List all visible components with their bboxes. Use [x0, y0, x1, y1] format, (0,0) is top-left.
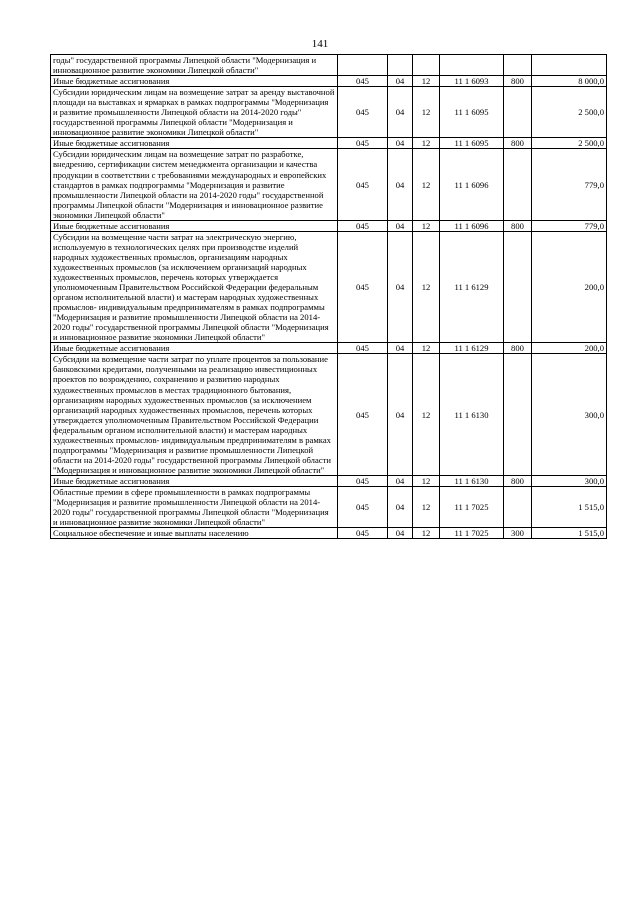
cell-subsection	[413, 55, 440, 76]
cell-description: Субсидии юридическим лицам на возмещение затрат за аренду выставочной площади на выставках и ярмарках в рамках подпрограммы "Модернизация и развитие промышленности Липецкой области на 2014-2020 годы" государственной программы Липецкой области "Модернизация и инновационное развитие экономики Липецкой области"	[51, 87, 338, 138]
table-row	[51, 220, 607, 231]
cell-expense-type: 800	[504, 138, 532, 149]
table-row	[51, 528, 607, 539]
cell-amount: 300,0	[532, 354, 607, 476]
cell-target-item: 11 1 6129	[440, 343, 504, 354]
cell-amount: 300,0	[532, 475, 607, 486]
cell-amount: 200,0	[532, 343, 607, 354]
table-row	[51, 354, 607, 476]
cell-target-item: 11 1 6095	[440, 138, 504, 149]
cell-description: Субсидии на возмещение части затрат по уплате процентов за пользование банковскими кредитами, полученными на реализацию инвестиционных проектов по возрождению, сохранению и развитию народных художественных промыслов в местах традиционного бытования, организациям народных художественных промыслов (за исключением организаций народных художественных промыслов, перечень которых утверждается уполномоченным Правительством Российской Федерации федеральным органом исполнительной власти) и мастерам народных художественных промыслов- индивидуальным предпринимателям в рамках подпрограммы "Модернизация и развитие промышленности Липецкой области на 2014-2020 годы" государственной программы Липецкой области "Модернизация и инновационное развитие экономики Липецкой области"	[51, 354, 338, 476]
cell-section: 04	[388, 220, 413, 231]
cell-admin-code	[338, 55, 388, 76]
table-row	[51, 149, 607, 220]
cell-subsection: 12	[413, 231, 440, 343]
cell-expense-type: 800	[504, 343, 532, 354]
cell-expense-type	[504, 486, 532, 527]
cell-section: 04	[388, 528, 413, 539]
cell-description: Иные бюджетные ассигнования	[51, 138, 338, 149]
cell-section: 04	[388, 149, 413, 220]
cell-target-item: 11 1 6130	[440, 475, 504, 486]
table-row	[51, 55, 607, 76]
cell-amount: 779,0	[532, 149, 607, 220]
table-row	[51, 138, 607, 149]
cell-target-item: 11 1 7025	[440, 486, 504, 527]
budget-table-body	[51, 55, 607, 539]
cell-description: Иные бюджетные ассигнования	[51, 475, 338, 486]
cell-admin-code: 045	[338, 354, 388, 476]
cell-description: Областные премии в сфере промышленности в рамках подпрограммы "Модернизация и развитие промышленности Липецкой области на 2014-2020 годы" государственной программы Липецкой области "Модернизация и инновационное развитие экономики Липецкой области"	[51, 486, 338, 527]
cell-subsection: 12	[413, 138, 440, 149]
cell-subsection: 12	[413, 343, 440, 354]
table-row	[51, 76, 607, 87]
cell-section: 04	[388, 354, 413, 476]
cell-subsection: 12	[413, 486, 440, 527]
cell-admin-code: 045	[338, 486, 388, 527]
cell-target-item: 11 1 6095	[440, 87, 504, 138]
cell-description: Иные бюджетные ассигнования	[51, 343, 338, 354]
cell-expense-type: 800	[504, 220, 532, 231]
table-row	[51, 87, 607, 138]
cell-admin-code: 045	[338, 149, 388, 220]
cell-target-item: 11 1 7025	[440, 528, 504, 539]
cell-expense-type: 800	[504, 475, 532, 486]
cell-subsection: 12	[413, 76, 440, 87]
cell-amount: 2 500,0	[532, 138, 607, 149]
cell-section: 04	[388, 486, 413, 527]
cell-target-item: 11 1 6096	[440, 149, 504, 220]
budget-table	[50, 54, 607, 539]
cell-description: годы" государственной программы Липецкой области "Модернизация и инновационное развитие экономики Липецкой области"	[51, 55, 338, 76]
cell-expense-type: 300	[504, 528, 532, 539]
cell-target-item: 11 1 6130	[440, 354, 504, 476]
table-row	[51, 486, 607, 527]
cell-section: 04	[388, 475, 413, 486]
page-number: 141	[311, 38, 329, 50]
cell-amount: 2 500,0	[532, 87, 607, 138]
cell-subsection: 12	[413, 149, 440, 220]
cell-admin-code: 045	[338, 231, 388, 343]
cell-expense-type	[504, 55, 532, 76]
cell-description: Субсидии на возмещение части затрат на электрическую энергию, используемую в технологических целях при производстве изделий народных художественных промыслов, организациям народных художественных промыслов (за исключением организаций народных художественных промыслов, перечень которых утверждается уполномоченным Правительством Российской Федерации федеральным органом исполнительной власти) и мастерам народных художественных промыслов- индивидуальным предпринимателям в рамках подпрограммы "Модернизация и развитие промышленности Липецкой области на 2014-2020 годы" государственной программы Липецкой области "Модернизация и инновационное развитие экономики Липецкой области"	[51, 231, 338, 343]
table-row	[51, 231, 607, 343]
table-row	[51, 475, 607, 486]
cell-admin-code: 045	[338, 343, 388, 354]
cell-expense-type	[504, 231, 532, 343]
cell-subsection: 12	[413, 475, 440, 486]
cell-description: Социальное обеспечение и иные выплаты населению	[51, 528, 338, 539]
cell-subsection: 12	[413, 220, 440, 231]
cell-description: Иные бюджетные ассигнования	[51, 220, 338, 231]
cell-amount: 1 515,0	[532, 528, 607, 539]
cell-subsection: 12	[413, 87, 440, 138]
cell-section: 04	[388, 343, 413, 354]
table-row	[51, 343, 607, 354]
cell-description: Субсидии юридическим лицам на возмещение затрат по разработке, внедрению, сертификации систем менеджмента организации и качества продукции в соответствии с требованиями международных и европейских стандартов в рамках подпрограммы "Модернизация и развитие промышленности Липецкой области на 2014-2020 годы" государственной программы Липецкой области "Модернизация и инновационное развитие экономики Липецкой области"	[51, 149, 338, 220]
cell-section: 04	[388, 138, 413, 149]
cell-expense-type	[504, 87, 532, 138]
cell-section	[388, 55, 413, 76]
cell-target-item: 11 1 6096	[440, 220, 504, 231]
cell-section: 04	[388, 76, 413, 87]
cell-target-item	[440, 55, 504, 76]
cell-target-item: 11 1 6129	[440, 231, 504, 343]
cell-section: 04	[388, 231, 413, 343]
cell-amount: 779,0	[532, 220, 607, 231]
cell-subsection: 12	[413, 354, 440, 476]
cell-subsection: 12	[413, 528, 440, 539]
cell-section: 04	[388, 87, 413, 138]
cell-amount: 200,0	[532, 231, 607, 343]
cell-expense-type	[504, 354, 532, 476]
cell-description: Иные бюджетные ассигнования	[51, 76, 338, 87]
cell-admin-code: 045	[338, 87, 388, 138]
cell-expense-type	[504, 149, 532, 220]
cell-amount: 8 000,0	[532, 76, 607, 87]
cell-admin-code: 045	[338, 475, 388, 486]
cell-admin-code: 045	[338, 528, 388, 539]
cell-admin-code: 045	[338, 220, 388, 231]
cell-admin-code: 045	[338, 138, 388, 149]
cell-amount: 1 515,0	[532, 486, 607, 527]
cell-amount	[532, 55, 607, 76]
cell-target-item: 11 1 6093	[440, 76, 504, 87]
cell-expense-type: 800	[504, 76, 532, 87]
cell-admin-code: 045	[338, 76, 388, 87]
